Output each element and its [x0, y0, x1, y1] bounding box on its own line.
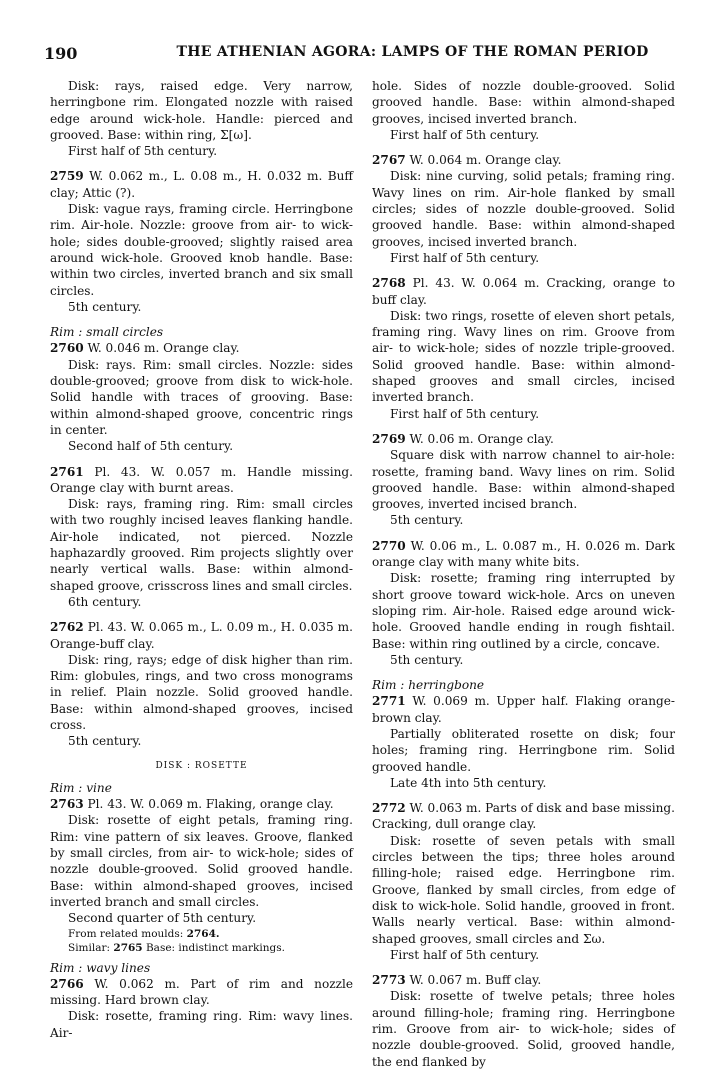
entry-description: hole. Sides of nozzle double-grooved. Solid grooved handle. Base: within almond-shaped grooves, incised inverted branch. — [372, 79, 675, 126]
catalog-entry-2762 — [50, 619, 353, 749]
subheading-rim-wavy-lines: Rim : wavy lines — [50, 960, 151, 975]
entry-date: First half of 5th century. — [68, 144, 218, 159]
entry-measurements: W. 0.046 m. Orange clay. — [87, 341, 240, 356]
entry-measurements: W. 0.06 m. Orange clay. — [409, 431, 554, 446]
running-title: THE ATHENIAN AGORA: LAMPS OF THE ROMAN PERIOD — [176, 44, 649, 60]
entry-date: Second half of 5th century. — [68, 439, 234, 454]
entry-number: 2766 — [50, 976, 84, 991]
page-number: 190 — [44, 44, 78, 63]
similar-note: Similar: 2765 Base: indistinct markings. — [68, 941, 285, 954]
catalog-entry-2767 — [372, 152, 675, 266]
entry-date: First half of 5th century. — [390, 127, 540, 142]
entry-number: 2770 — [372, 538, 406, 553]
entry-description: Disk: rosette of eight petals, framing ring. Rim: vine pattern of six leaves. Groove, flanked by small circles, from air- to wick-hole; sides of nozzle double-grooved. Solid grooved handle. Base: within almond-shaped grooves, incised inverted branch and small circles. — [50, 813, 353, 909]
catalog-entry-2760 — [50, 340, 353, 454]
entry-description: Disk: vague rays, framing circle. Herringbone rim. Air-hole. Nozzle: groove from air- to wick-hole; sides double-grooved; slightly raised area around wick-hole. Grooved knob handle. Base: within two circles, inverted branch and six small circles. — [50, 202, 353, 298]
entry-date: First half of 5th century. — [390, 947, 540, 962]
catalog-entry-2771 — [372, 693, 675, 791]
entry-measurements: W. 0.067 m. Buff clay. — [409, 973, 542, 988]
entry-date: First half of 5th century. — [390, 250, 540, 265]
catalog-entry-2773 — [372, 972, 675, 1070]
catalog-entry-2766 — [50, 976, 353, 1041]
entry-date: First half of 5th century. — [390, 406, 540, 421]
entry-date: 6th century. — [68, 594, 142, 609]
entry-description: Disk: rosette of twelve petals; three holes around filling-hole; framing ring. Herringbone rim. Groove from air- to wick-hole; sides of nozzle double-grooved. Solid, grooved handle, the end flanked by — [372, 989, 675, 1069]
entry-number: 2773 — [372, 973, 406, 988]
entry-number: 2761 — [50, 464, 84, 479]
subheading-rim-herringbone: Rim : herringbone — [372, 678, 485, 693]
catalog-entry-2769 — [372, 431, 675, 529]
subheading-rim-vine: Rim : vine — [50, 780, 112, 795]
entry-date: Second quarter of 5th century. — [68, 911, 257, 926]
entry-number: 2760 — [50, 341, 84, 356]
catalog-entry-2759 — [50, 168, 353, 315]
catalog-entry-continued — [372, 78, 675, 143]
entry-description: Disk: nine curving, solid petals; framing ring. Wavy lines on rim. Air-hole flanked by small circles; sides of nozzle double-grooved. Solid grooved handle. Base: within almond-shaped grooves, incised inverted branch. — [372, 169, 675, 249]
entry-measurements: Pl. 43. W. 0.065 m., L. 0.09 m., H. 0.035 m. Orange-buff clay. — [50, 620, 353, 651]
entry-date: Late 4th into 5th century. — [390, 775, 547, 790]
catalog-entry-2763 — [50, 796, 353, 954]
entry-measurements: W. 0.062 m., L. 0.08 m., H. 0.032 m. Buff clay; Attic (?). — [50, 169, 353, 200]
entry-number: 2769 — [372, 431, 406, 446]
catalog-entry-continued — [50, 78, 353, 159]
entry-number: 2768 — [372, 276, 406, 291]
entry-date: 5th century. — [390, 652, 464, 667]
section-title-disk-rosette: DISK : ROSETTE — [155, 760, 248, 771]
entry-description: Disk: rosette, framing ring. Rim: wavy lines. Air- — [50, 1009, 353, 1040]
entry-number: 2772 — [372, 801, 406, 816]
entry-number: 2771 — [372, 694, 406, 709]
right-column — [372, 78, 675, 1070]
entry-measurements: W. 0.06 m., L. 0.087 m., H. 0.026 m. Dark orange clay with many white bits. — [372, 538, 675, 570]
entry-description: Disk: rays, framing ring. Rim: small circles with two roughly incised leaves flanking handle. Air-hole indicated, not pierced. Nozzle haphazardly grooved. Rim projects slightly over nearly vertical walls. Base: within almond-shaped groove, crisscross lines and small circles. — [50, 497, 353, 593]
entry-number: 2767 — [372, 153, 406, 168]
page-header — [44, 44, 681, 66]
entry-number: 2763 — [50, 797, 84, 812]
entry-description: Disk: rosette; framing ring interrupted by short groove toward wick-hole. Arcs on uneven sloping rim. Air-hole. Raised edge around wick-hole. Grooved handle ending in rough fishtail. Base: within ring outlined by a circle, concave. — [372, 571, 675, 651]
entry-measurements: W. 0.062 m. Part of rim and nozzle missing. Hard brown clay. — [50, 976, 353, 1008]
left-column — [50, 78, 353, 1041]
entry-date: 5th century. — [390, 513, 464, 528]
entry-number: 2759 — [50, 169, 84, 184]
entry-measurements: W. 0.064 m. Orange clay. — [409, 153, 562, 168]
entry-description: Square disk with narrow channel to air-hole: rosette, framing band. Wavy lines on rim. Solid grooved handle. Base: within almond-shaped grooves, inverted incised branch. — [372, 448, 675, 512]
entry-number: 2762 — [50, 620, 84, 635]
catalog-entry-2761 — [50, 464, 353, 611]
catalog-entry-2768 — [372, 275, 675, 422]
catalog-entry-2772 — [372, 800, 675, 963]
subheading-rim-small-circles: Rim : small circles — [50, 325, 164, 340]
entry-measurements: Pl. 43. W. 0.069 m. Flaking, orange clay. — [87, 797, 334, 812]
entry-measurements: Pl. 43. W. 0.064 m. Cracking, orange to buff clay. — [372, 276, 675, 307]
entry-description: Disk: two rings, rosette of eleven short petals, framing ring. Wavy lines on rim. Groove from air- to wick-hole; sides of nozzle triple-grooved. Solid grooved handle. Base: within almond-shaped grooves and small circles, incised inverted branch. — [372, 308, 675, 405]
entry-date: 5th century. — [68, 734, 142, 749]
entry-date: 5th century. — [68, 299, 142, 314]
entry-description: Disk: ring, rays; edge of disk higher than rim. Rim: globules, rings, and two cross monograms in relief. Plain nozzle. Solid grooved handle. Base: within almond-shaped grooves, incised cross. — [50, 652, 353, 732]
entry-description: Disk: rays. Rim: small circles. Nozzle: sides double-grooved; groove from disk to wick-hole. Solid handle with traces of grooving. Base: within almond-shaped groove, concentric rings in center. — [50, 357, 353, 437]
entry-measurements: Pl. 43. W. 0.057 m. Handle missing. Orange clay with burnt areas. — [50, 464, 353, 495]
related-moulds-note: From related moulds: 2764. — [68, 927, 220, 940]
entry-description: Disk: rosette of seven petals with small circles between the tips; three holes around filling-hole; raised edge. Herringbone rim. Groove, flanked by small circles, from edge of disk to wick-hole. Solid handle, grooved in front. Walls nearly vertical. Base: within almond-shaped grooves, small circles and Σω. — [372, 833, 675, 946]
entry-measurements: W. 0.069 m. Upper half. Flaking orange-brown clay. — [372, 694, 675, 725]
catalog-entry-2770 — [372, 538, 675, 668]
entry-description: Partially obliterated rosette on disk; four holes; framing ring. Herringbone rim. Solid grooved handle. — [372, 726, 675, 774]
entry-description: Disk: rays, raised edge. Very narrow, herringbone rim. Elongated nozzle with raised edge around wick-hole. Handle: pierced and grooved. Base: within ring, Σ[ω]. — [50, 79, 353, 142]
entry-measurements: W. 0.063 m. Parts of disk and base missing. Cracking, dull orange clay. — [372, 801, 675, 832]
